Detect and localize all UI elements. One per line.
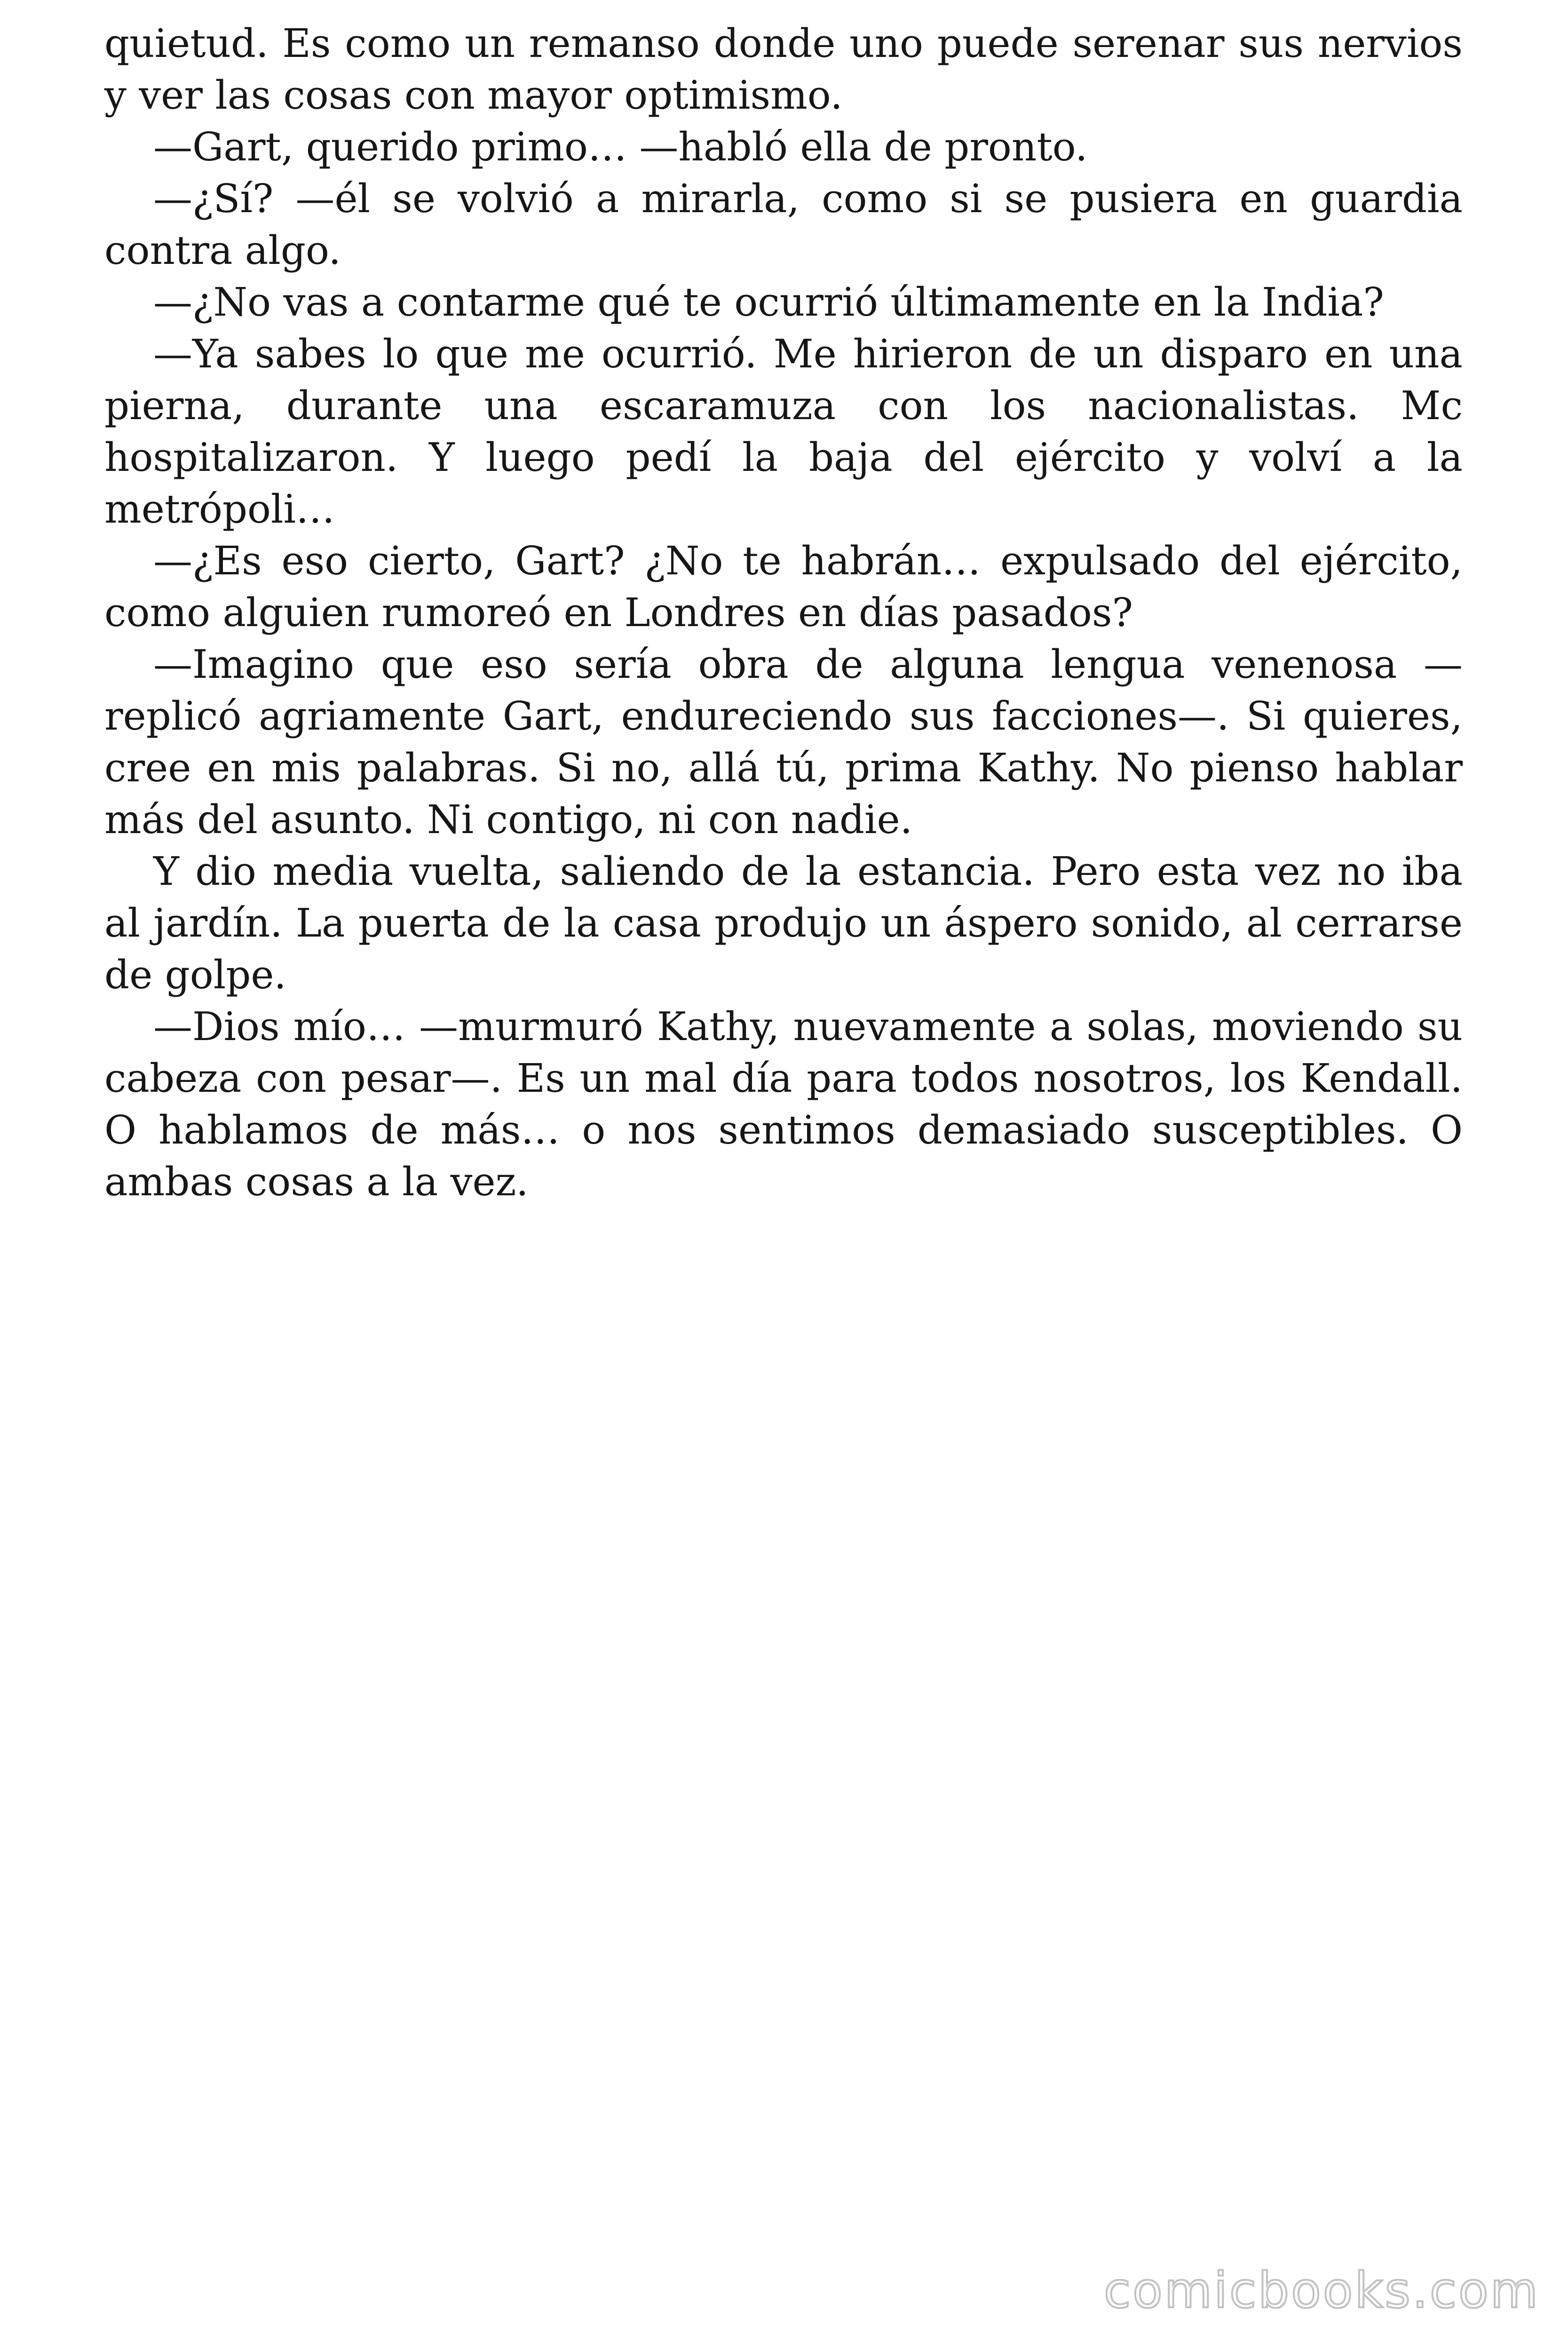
paragraph-dialogue: —Dios mío… —murmuró Kathy, nuevamente a solas, moviendo su cabeza con pesar—. Es un mal día para todos nosotros, los Kendall. O hablamos de más… o nos sentimos demasiado susceptibles. O ambas cosas a la vez.	[104, 1004, 1463, 1205]
paragraph-dialogue: —¿Es eso cierto, Gart? ¿No te habrán… expulsado del ejército, como alguien rumoreó en Londres en días pasados?	[104, 538, 1463, 636]
paragraph-dialogue: —Gart, querido primo… —habló ella de pronto.	[153, 124, 1088, 170]
paragraph-continued: quietud. Es como un remanso donde uno puede serenar sus nervios y ver las cosas con mayor optimismo.	[104, 21, 1463, 118]
paragraph-narration: Y dio media vuelta, saliendo de la estancia. Pero esta vez no iba al jardín. La puerta de la casa produjo un áspero sonido, al cerrarse de golpe.	[104, 849, 1463, 998]
paragraph-dialogue: —Imagino que eso sería obra de alguna lengua venenosa —replicó agriamente Gart, endureciendo sus facciones—. Si quieres, cree en mis palabras. Si no, allá tú, prima Kathy. No pienso hablar más del asunto. Ni contigo, ni con nadie.	[104, 642, 1463, 842]
paragraph-dialogue: —Ya sabes lo que me ocurrió. Me hirieron de un disparo en una pierna, durante una escaramuza con los nacionalistas. Mc hospitalizaron. Y luego pedí la baja del ejército y volví a la metrópoli…	[104, 331, 1463, 532]
watermark: comicbooks.com	[1103, 2262, 1540, 2319]
body-text	[104, 18, 1463, 1208]
paragraph-dialogue: —¿Sí? —él se volvió a mirarla, como si se pusiera en guardia contra algo.	[104, 176, 1463, 273]
paragraph-dialogue: —¿No vas a contarme qué te ocurrió últimamente en la India?	[153, 279, 1384, 325]
